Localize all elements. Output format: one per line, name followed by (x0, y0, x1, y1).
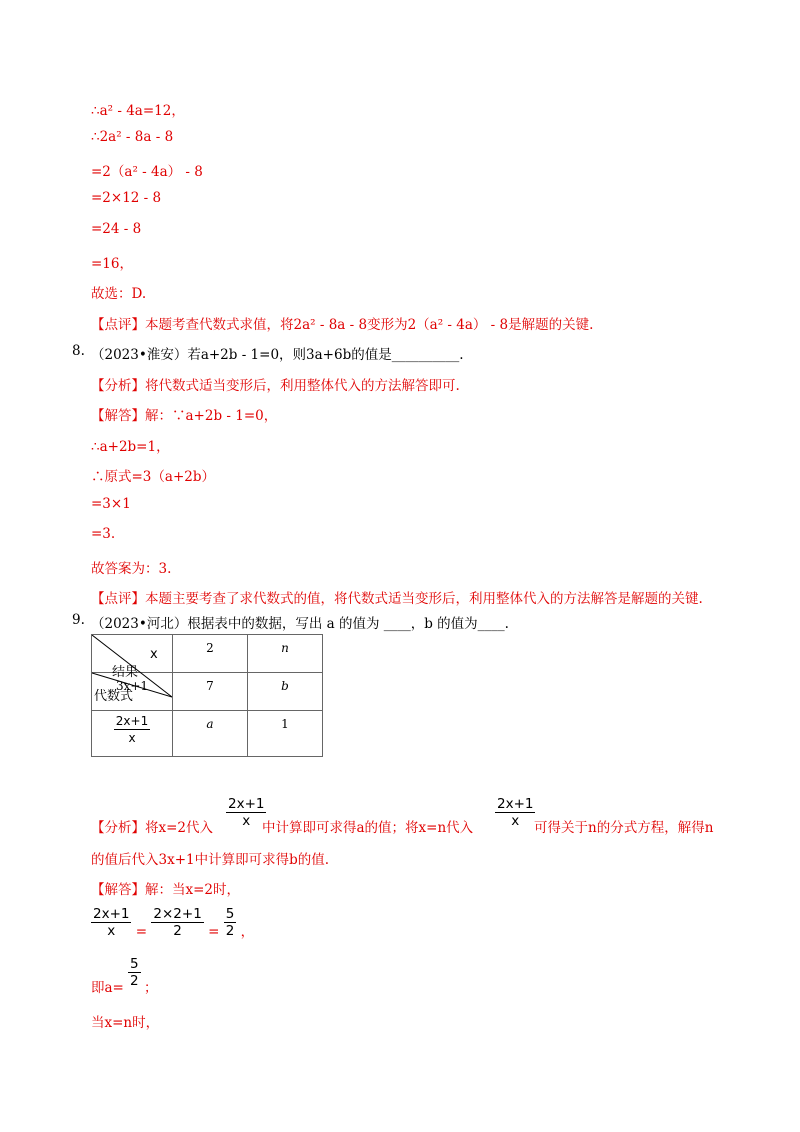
table-fraction (114, 713, 150, 746)
header-col-n: n (248, 635, 323, 673)
q8-analysis: 【分析】将代数式适当变形后，利用整体代入的方法解答即可. (91, 378, 460, 394)
q8-step-4: =3. (91, 526, 116, 542)
corner-x-label: x (150, 647, 158, 662)
when-n-line: 当x=n时， (91, 1015, 160, 1031)
cell-r1-c2: b (248, 673, 323, 711)
q9-answer-head: 【解答】解：当x=2时， (91, 882, 241, 898)
q8-comment: 【点评】本题主要考查了求代数式的值，将代数式适当变形后，利用整体代入的方法解答是解题的关键. (91, 591, 703, 607)
q8-step-3: =3×1 (91, 496, 131, 512)
so-a-prefix: 即a= (91, 980, 124, 996)
corner-result-label: 结果 (112, 665, 139, 680)
step-line-4: =2×12 - 8 (91, 190, 162, 206)
step-line-2: ∴2a² - 8a - 8 (91, 129, 174, 145)
data-table (91, 634, 323, 757)
analysis-fraction-2-num: 2x+1 (497, 796, 534, 812)
cell-r2-c1: a (173, 711, 248, 757)
header-col-2: 2 (173, 635, 248, 673)
analysis-fraction-2-den: x (511, 813, 520, 829)
step-line-1: ∴a² - 4a=12， (91, 103, 185, 119)
q9-stem: （2023•河北）根据表中的数据，写出 a 的值为 ____，b 的值为____. (91, 616, 509, 632)
calc-frac-3-den: 2 (225, 923, 235, 939)
comment-line: 【点评】本题考查代数式求值，将2a² - 8a - 8变形为2（a² - 4a） - 8是解题的关键. (91, 317, 594, 333)
analysis-fraction-1 (226, 796, 266, 829)
calc-comma: ， (240, 924, 255, 940)
row-label-3x1: 3x+1 (92, 673, 173, 711)
calc-frac-1-den: x (107, 923, 116, 939)
q9-number: 9. (72, 612, 85, 628)
so-a-fraction (128, 956, 141, 989)
q8-step-2: ∴原式=3（a+2b） (91, 469, 215, 485)
equals-1: = (135, 924, 148, 940)
calc-frac-2-num: 2×2+1 (153, 906, 202, 922)
q9-analysis-c: 可得关于n的分式方程，解得n (534, 820, 714, 836)
step-line-3: =2（a² - 4a） - 8 (91, 164, 203, 180)
q8-number: 8. (72, 343, 85, 359)
so-a-suffix: ； (144, 980, 158, 996)
q9-analysis-b: 中计算即可求得a的值；将x=n代入 (262, 820, 474, 836)
calc-frac-1-num: 2x+1 (93, 906, 130, 922)
q9-analysis-a: 【分析】将x=2代入 (91, 820, 214, 836)
q8-step-1: ∴a+2b=1， (91, 439, 170, 455)
q8-final: 故答案为：3. (91, 561, 172, 577)
so-a-frac-den: 2 (130, 973, 139, 989)
table-fraction-num: 2x+1 (115, 714, 149, 728)
corner-expr-label: 代数式 (94, 689, 134, 704)
analysis-fraction-1-num: 2x+1 (228, 796, 265, 812)
equals-2: = (208, 924, 220, 940)
q8-stem: （2023•淮安）若a+2b - 1=0，则3a+6b的值是__________. (91, 347, 464, 363)
cell-r1-c1: 7 (173, 673, 248, 711)
calc-frac-2-den: 2 (173, 923, 182, 939)
q9-analysis-d: 的值后代入3x+1中计算即可求得b的值. (91, 852, 330, 868)
q8-answer-head: 【解答】解：∵a+2b - 1=0， (91, 408, 278, 424)
analysis-fraction-2 (495, 796, 535, 829)
calc-line (91, 906, 254, 940)
table-fraction-den: x (128, 731, 136, 745)
step-line-6: =16， (91, 256, 133, 272)
calc-frac-3-num: 5 (225, 906, 235, 922)
choice-line: 故选：D. (91, 286, 147, 302)
so-a-frac-num: 5 (130, 956, 139, 972)
cell-r2-c2: 1 (248, 711, 323, 757)
row-label-fraction (92, 711, 173, 757)
step-line-5: =24 - 8 (91, 221, 142, 237)
analysis-fraction-1-den: x (242, 813, 251, 829)
